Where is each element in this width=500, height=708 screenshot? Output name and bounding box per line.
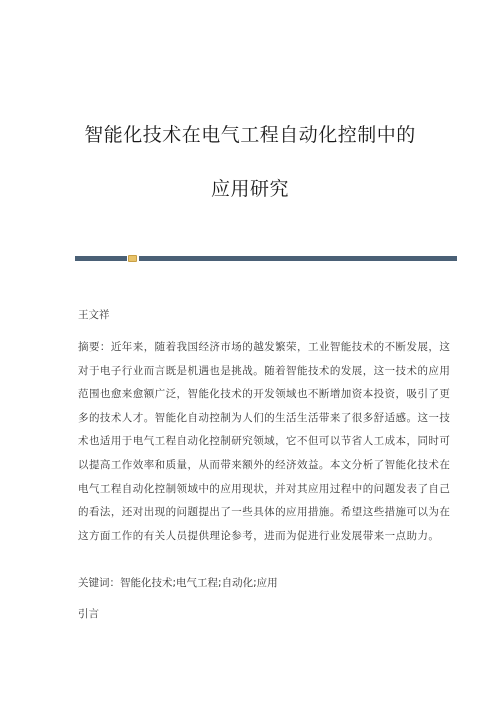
abstract-line: 的看法，还对出现的问题提出了一些具体的应用措施。希望这些措施可以为在 <box>78 506 451 519</box>
title-divider <box>75 256 457 261</box>
document-title-line-1: 智能化技术在电气工程自动化控制中的 <box>84 124 416 146</box>
abstract-line: 范围也愈来愈额广泛，智能化技术的开发领域也不断增加资本投资，吸引了更 <box>78 388 451 401</box>
abstract-line: 摘要：近年来，随着我国经济市场的越发繁荣，工业智能技术的不断发展，这 <box>78 341 451 353</box>
divider-right-segment <box>139 256 457 261</box>
divider-badge-icon <box>128 255 137 262</box>
abstract-line: 术也适用于电气工程自动化控制研究领域，它不但可以节省人工成本，同时可 <box>78 435 451 448</box>
abstract-line: 对于电子行业而言既是机遇也是挑战。随着智能技术的发展，这一技术的应用 <box>78 364 451 377</box>
abstract-line: 电气工程自动化控制领域中的应用现状，并对其应用过程中的问题发表了自己 <box>78 482 451 495</box>
abstract-paragraph <box>78 336 451 548</box>
section-heading-intro: 引言 <box>78 608 99 620</box>
abstract-line: 这方面工作的有关人员提供理论参考，进而为促进行业发展带来一点助力。 <box>78 529 440 542</box>
abstract-line: 以提高工作效率和质量，从而带来额外的经济效益。本文分析了智能化技术在 <box>78 458 451 471</box>
divider-left-segment <box>75 256 127 261</box>
abstract-line: 多的技术人才。智能化自动控制为人们的生活生活带来了很多舒适感。这一技 <box>78 411 451 424</box>
keywords-line: 关键词：智能化技术;电气工程;自动化;应用 <box>78 577 278 589</box>
author-name: 王文祥 <box>78 309 110 321</box>
document-title-line-2: 应用研究 <box>210 178 289 200</box>
